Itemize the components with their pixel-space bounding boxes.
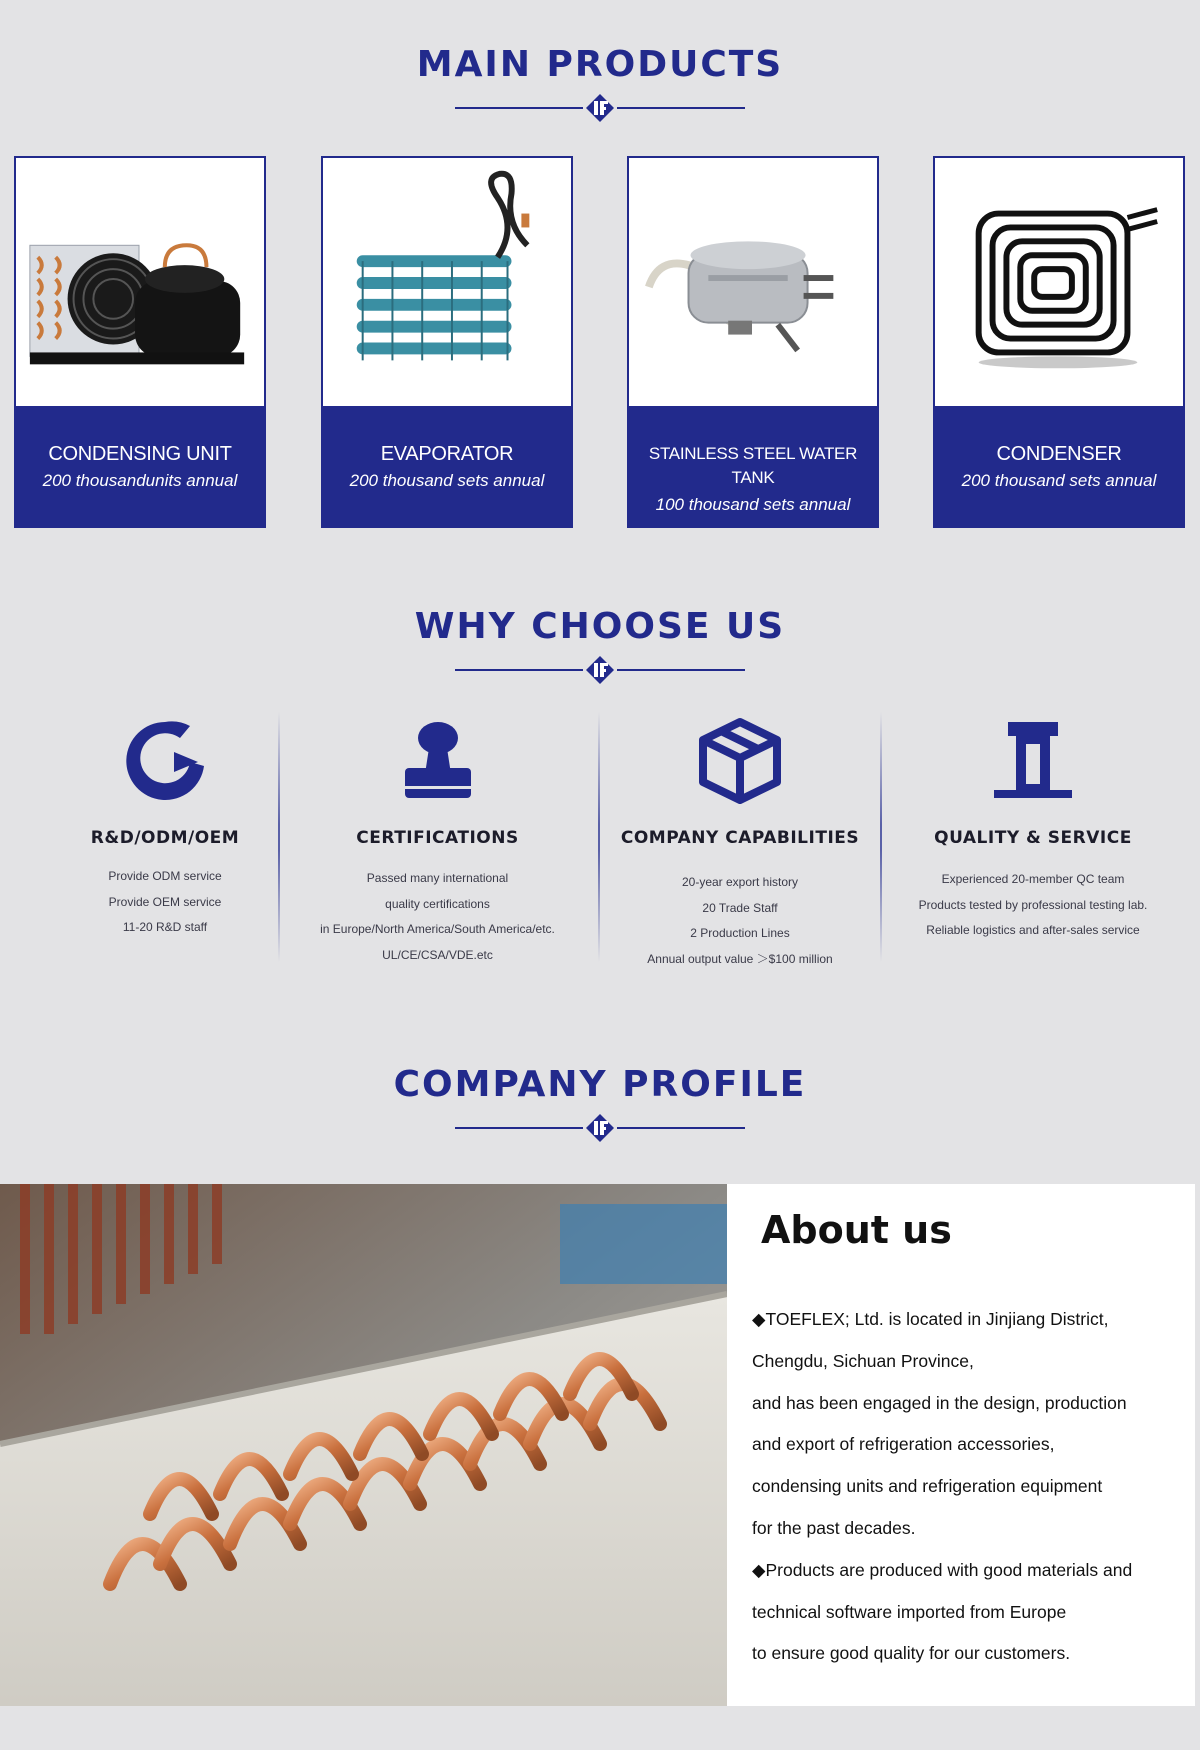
title-divider xyxy=(455,93,745,123)
why-choose-us-header xyxy=(0,606,1200,685)
section-title: WHY CHOOSE US xyxy=(414,606,786,647)
title-divider xyxy=(455,1113,745,1143)
section-title: COMPANY PROFILE xyxy=(393,1064,807,1105)
product-capacity: 200 thousand sets annual xyxy=(961,471,1157,490)
feature-lines xyxy=(300,866,575,968)
pillar-icon xyxy=(988,716,1078,806)
brand-logo-icon xyxy=(585,655,615,685)
product-card-water-tank[interactable] xyxy=(627,156,879,528)
condensing-unit-photo xyxy=(14,156,266,408)
product-name: EVAPORATOR xyxy=(380,443,514,465)
feature-divider xyxy=(278,712,280,962)
feature-certifications xyxy=(300,716,575,966)
product-name: STAINLESS STEEL WATER TANK xyxy=(648,444,858,487)
product-caption-band xyxy=(321,408,573,528)
feature-line: quality certifications xyxy=(385,896,490,911)
product-capacity: 200 thousandunits annual xyxy=(42,471,238,490)
product-card-condensing-unit[interactable] xyxy=(14,156,266,528)
feature-line: Products tested by professional testing lab. xyxy=(918,897,1148,912)
feature-title: COMPANY CAPABILITIES xyxy=(620,828,860,848)
about-line: and has been engaged in the design, production xyxy=(752,1392,1127,1413)
about-line: for the past decades. xyxy=(752,1517,916,1538)
condenser-photo xyxy=(933,156,1185,408)
about-line: ◆Products are produced with good materials and xyxy=(752,1559,1133,1580)
feature-title: R&D/ODM/OEM xyxy=(90,828,240,848)
about-us-panel xyxy=(727,1184,1195,1706)
feature-line: Reliable logistics and after-sales service xyxy=(926,923,1140,937)
feature-line: Experienced 20-member QC team xyxy=(941,872,1125,886)
product-card-condenser[interactable] xyxy=(933,156,1185,528)
rd-gear-icon xyxy=(120,716,210,806)
feature-line: 11-20 R&D staff xyxy=(122,920,208,934)
feature-line: in Europe/North America/South America/etc. xyxy=(320,922,555,936)
brand-logo-icon xyxy=(585,93,615,123)
feature-quality-service xyxy=(898,716,1168,966)
title-divider xyxy=(455,655,745,685)
feature-rd-odm-oem xyxy=(50,716,280,966)
product-caption-band xyxy=(933,408,1185,528)
feature-line: 20 Trade Staff xyxy=(702,900,778,915)
feature-line: Provide ODM service xyxy=(108,869,222,883)
brand-logo-icon xyxy=(585,1113,615,1143)
feature-line: 2 Production Lines xyxy=(690,926,790,940)
feature-line: 20-year export history xyxy=(681,875,799,889)
product-capacity: 200 thousand sets annual xyxy=(349,471,545,490)
copper-u-tubes-photo xyxy=(0,1184,727,1706)
product-name: CONDENSER xyxy=(996,443,1122,465)
product-caption-band xyxy=(14,408,266,528)
feature-line: UL/CE/CSA/VDE.etc xyxy=(382,947,493,962)
about-us-title: About us xyxy=(761,1208,952,1252)
section-title: MAIN PRODUCTS xyxy=(416,44,784,85)
product-name: CONDENSING UNIT xyxy=(48,443,232,465)
about-line: Chengdu, Sichuan Province, xyxy=(752,1350,974,1371)
feature-title: CERTIFICATIONS xyxy=(356,828,519,848)
feature-lines xyxy=(898,867,1168,944)
feature-title: QUALITY & SERVICE xyxy=(934,828,1132,848)
feature-lines xyxy=(50,864,280,941)
about-line: ◆TOEFLEX; Ltd. is located in Jinjiang District, xyxy=(752,1309,1109,1329)
feature-line: Provide OEM service xyxy=(108,894,222,909)
box-icon xyxy=(695,716,785,806)
stamp-icon xyxy=(393,716,483,806)
feature-company-capabilities xyxy=(620,716,860,966)
evaporator-photo xyxy=(321,156,573,408)
product-caption-band xyxy=(627,408,879,528)
company-profile-header xyxy=(0,1064,1200,1143)
feature-divider xyxy=(880,712,882,962)
feature-line: Annual output value ＞$100 million xyxy=(647,951,833,966)
product-capacity: 100 thousand sets annual xyxy=(655,495,851,514)
feature-divider xyxy=(598,712,600,962)
water-tank-photo xyxy=(627,156,879,408)
about-line: to ensure good quality for our customers. xyxy=(752,1643,1071,1664)
about-line: condensing units and refrigeration equipment xyxy=(752,1476,1103,1497)
feature-lines xyxy=(620,870,860,972)
about-line: technical software imported from Europe xyxy=(752,1601,1067,1622)
main-products-header xyxy=(0,44,1200,123)
product-card-evaporator[interactable] xyxy=(321,156,573,528)
about-us-text xyxy=(752,1299,1182,1675)
feature-line: Passed many international xyxy=(366,871,509,885)
about-line: and export of refrigeration accessories, xyxy=(752,1434,1055,1455)
